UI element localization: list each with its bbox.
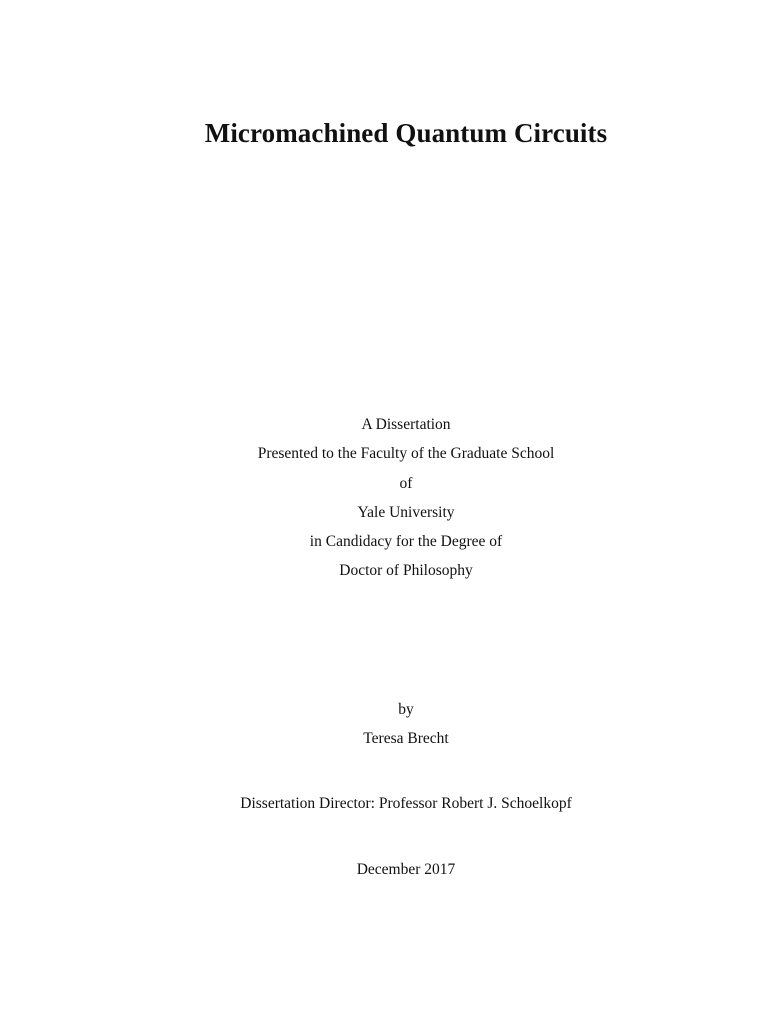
document-title: Micromachined Quantum Circuits [204, 118, 608, 148]
of-line: of [399, 475, 413, 492]
university-name: Yale University [357, 504, 455, 521]
degree-name: Doctor of Philosophy [339, 562, 473, 579]
candidacy-line: in Candidacy for the Degree of [309, 533, 503, 550]
dissertation-director: Dissertation Director: Professor Robert J. Schoelkopf [240, 795, 572, 812]
submission-date: December 2017 [356, 861, 456, 878]
dissertation-label: A Dissertation [361, 416, 451, 433]
by-label: by [398, 701, 414, 718]
author-name: Teresa Brecht [363, 730, 449, 747]
presented-to-line: Presented to the Faculty of the Graduate School [257, 445, 555, 462]
